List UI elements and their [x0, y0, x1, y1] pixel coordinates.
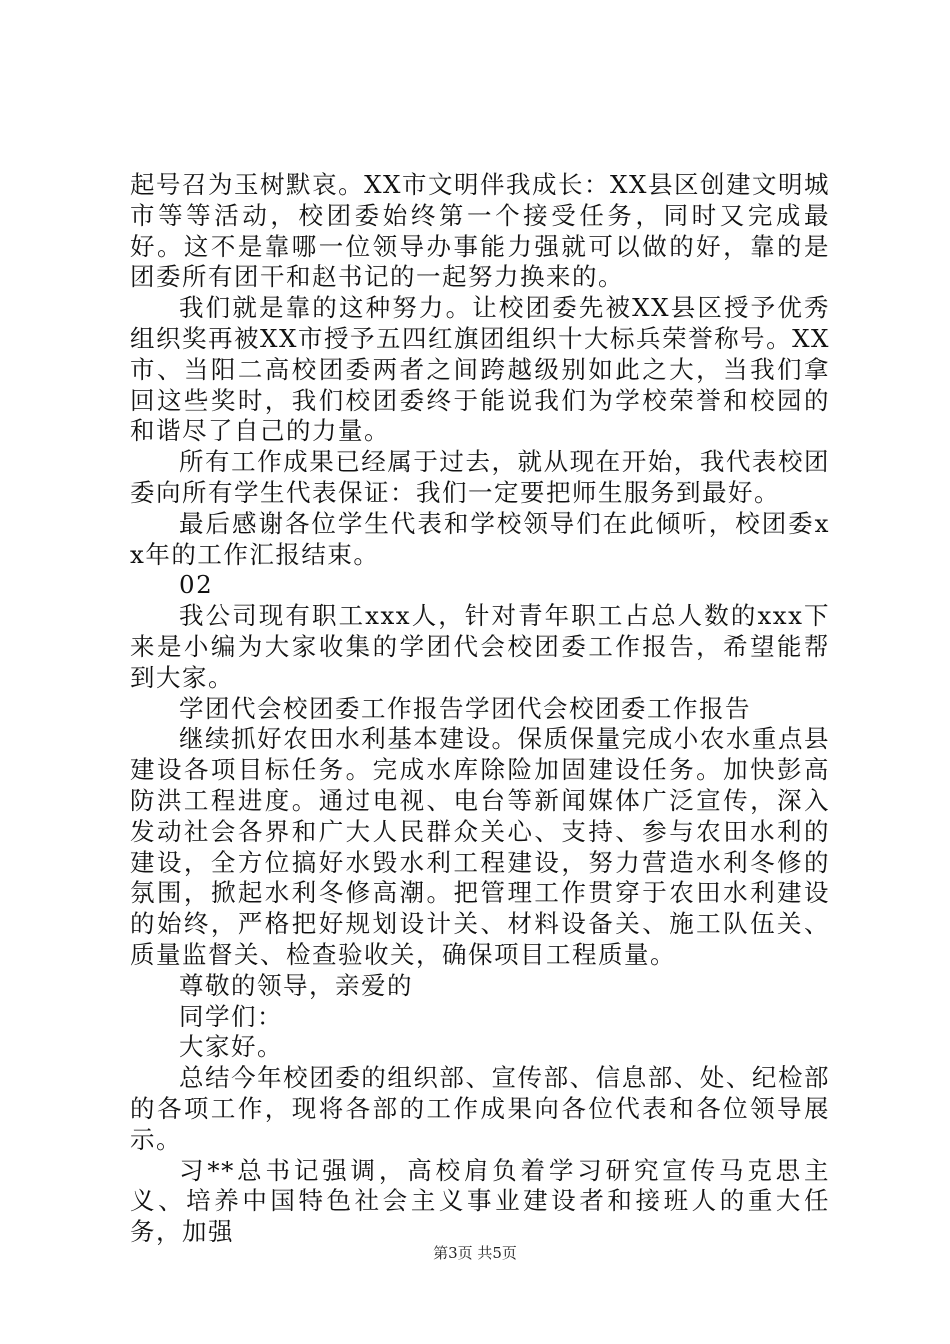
- paragraph: 继续抓好农田水利基本建设。保质保量完成小农水重点县建设各项目标任务。完成水库除险加固建设任务。加快彭高防洪工程进度。通过电视、电台等新闻媒体广泛宣传，深入发动社会各界和广大人民群众关心、支持、参与农田水利的建设，全方位搞好水毁水利工程建设，努力营造水利冬修的氛围，掀起水利冬修高潮。把管理工作贯穿于农田水利建设的始终，严格把好规划设计关、材料设备关、施工队伍关、质量监督关、检查验收关，确保项目工程质量。: [130, 724, 830, 969]
- paragraph: 起号召为玉树默哀。XX市文明伴我成长：XX县区创建文明城市等等活动，校团委始终第一个接受任务，同时又完成最好。这不是靠哪一位领导办事能力强就可以做的好，靠的是团委所有团干和赵书记的一起努力换来的。: [130, 170, 830, 292]
- page-footer: 第3页 共5页: [433, 1244, 517, 1262]
- paragraph: 同学们：: [179, 1001, 283, 1031]
- paragraph: 我们就是靠的这种努力。让校团委先被XX县区授予优秀组织奖再被XX市授予五四红旗团组织十大标兵荣誉称号。XX市、当阳二高校团委两者之间跨越级别如此之大，当我们拿回这些奖时，我们校团委终于能说我们为学校荣誉和校园的和谐尽了自己的力量。: [130, 293, 830, 446]
- paragraph: 学团代会校团委工作报告学团代会校团委工作报告: [179, 693, 751, 723]
- paragraph: 大家好。: [179, 1032, 283, 1062]
- paragraph: 我公司现有职工xxx人，针对青年职工占总人数的xxx下来是小编为大家收集的学团代会校团委工作报告，希望能帮到大家。: [130, 601, 830, 692]
- document-body: [130, 170, 830, 1248]
- paragraph: 习**总书记强调，高校肩负着学习研究宣传马克思主义、培养中国特色社会主义事业建设者和接班人的重大任务，加强: [130, 1155, 830, 1247]
- paragraph: 所有工作成果已经属于过去，就从现在开始，我代表校团委向所有学生代表保证：我们一定要把师生服务到最好。: [130, 447, 830, 507]
- paragraph: 总结今年校团委的组织部、宣传部、信息部、处、纪检部的各项工作，现将各部的工作成果向各位代表和各位领导展示。: [130, 1063, 830, 1154]
- paragraph: 02: [179, 570, 214, 600]
- paragraph: 最后感谢各位学生代表和学校领导们在此倾听，校团委xx年的工作汇报结束。: [130, 508, 830, 569]
- paragraph: 尊敬的领导，亲爱的: [179, 970, 413, 1000]
